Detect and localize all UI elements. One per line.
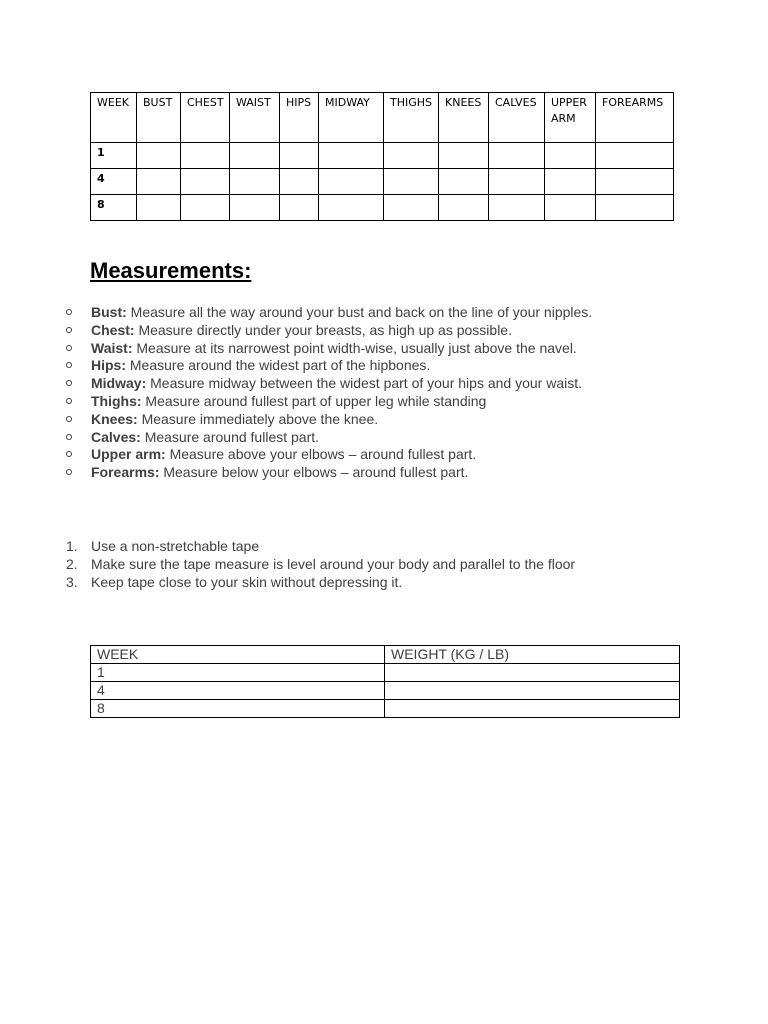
header-cell: CHEST: [181, 93, 230, 143]
entry-cell[interactable]: [280, 195, 319, 221]
measurements-heading: Measurements:: [90, 258, 252, 283]
bullet-circle-icon: [66, 309, 72, 315]
entry-cell[interactable]: [545, 169, 596, 195]
entry-cell[interactable]: [489, 195, 545, 221]
term-label: Knees:: [91, 410, 138, 427]
bullet-circle-icon: [66, 362, 72, 368]
term-description: Measure below your elbows – around fullest part.: [159, 464, 469, 481]
entry-cell[interactable]: [319, 143, 384, 169]
weight-header-row: [91, 646, 680, 664]
entry-cell[interactable]: [230, 143, 280, 169]
entry-cell[interactable]: [596, 169, 674, 195]
list-item: [66, 411, 592, 429]
term-description: Measure around fullest part.: [140, 428, 320, 445]
entry-cell[interactable]: [384, 169, 439, 195]
bullet-circle-icon: [66, 398, 72, 404]
list-number: 1.: [66, 538, 78, 554]
table-row: [91, 682, 680, 700]
entry-cell[interactable]: [384, 143, 439, 169]
entry-cell[interactable]: [137, 143, 181, 169]
term-description: Measure around the widest part of the hipbones.: [126, 357, 431, 374]
entry-cell[interactable]: [596, 195, 674, 221]
header-cell: THIGHS: [384, 93, 439, 143]
entry-cell[interactable]: [230, 169, 280, 195]
week-cell: 4: [91, 682, 385, 700]
entry-cell[interactable]: [439, 169, 489, 195]
week-cell: 1: [91, 664, 385, 682]
term-description: Measure above your elbows – around fullest part.: [165, 446, 477, 463]
entry-cell[interactable]: [545, 195, 596, 221]
bullet-circle-icon: [66, 451, 72, 457]
term-description: Measure all the way around your bust and back on the line of your nipples.: [126, 304, 593, 320]
entry-cell[interactable]: [385, 664, 680, 682]
list-item: [66, 573, 575, 591]
list-item: [66, 304, 592, 322]
week-cell: 1: [91, 143, 137, 169]
bullet-circle-icon: [66, 416, 72, 422]
week-cell: 8: [91, 195, 137, 221]
list-item: [66, 357, 592, 375]
bullet-circle-icon: [66, 327, 72, 333]
measurement-header-row: [91, 93, 674, 143]
list-item: [66, 464, 592, 482]
entry-cell[interactable]: [230, 195, 280, 221]
header-cell: WEEK: [91, 93, 137, 143]
term-label: Waist:: [91, 339, 133, 356]
definitions-list: [66, 304, 592, 482]
list-item: [66, 322, 592, 340]
term-label: Thighs:: [91, 392, 142, 409]
entry-cell[interactable]: [439, 195, 489, 221]
tip-text: Make sure the tape measure is level around your body and parallel to the floor: [91, 556, 576, 573]
entry-cell[interactable]: [280, 143, 319, 169]
entry-cell[interactable]: [181, 143, 230, 169]
header-cell: UPPER ARM: [545, 93, 596, 143]
term-label: Calves:: [91, 428, 141, 445]
entry-cell[interactable]: [385, 682, 680, 700]
table-row: [91, 195, 674, 221]
term-label: Chest:: [91, 321, 135, 338]
entry-cell[interactable]: [137, 195, 181, 221]
list-item: [66, 340, 592, 358]
header-cell: WEIGHT (KG / LB): [385, 646, 680, 664]
bullet-circle-icon: [66, 434, 72, 440]
term-description: Measure immediately above the knee.: [137, 410, 379, 427]
tips-list: [66, 537, 575, 592]
header-cell: HIPS: [280, 93, 319, 143]
table-row: [91, 169, 674, 195]
entry-cell[interactable]: [319, 195, 384, 221]
header-cell: BUST: [137, 93, 181, 143]
week-cell: 4: [91, 169, 137, 195]
entry-cell[interactable]: [384, 195, 439, 221]
header-cell: FOREARMS: [596, 93, 674, 143]
list-item: [66, 429, 592, 447]
entry-cell[interactable]: [385, 700, 680, 718]
header-cell: CALVES: [489, 93, 545, 143]
entry-cell[interactable]: [439, 143, 489, 169]
term-description: Measure at its narrowest point width-wise, usually just above the navel.: [132, 339, 577, 356]
term-label: Upper arm:: [91, 446, 166, 463]
list-item: [66, 555, 575, 573]
bullet-circle-icon: [66, 345, 72, 351]
list-number: 3.: [66, 574, 78, 591]
list-item: [66, 375, 592, 393]
entry-cell[interactable]: [319, 169, 384, 195]
table-row: [91, 700, 680, 718]
measurement-table: [90, 92, 674, 221]
term-label: Bust:: [91, 304, 127, 320]
bullet-circle-icon: [66, 469, 72, 475]
table-row: [91, 143, 674, 169]
header-cell: KNEES: [439, 93, 489, 143]
entry-cell[interactable]: [280, 169, 319, 195]
weight-table: [90, 645, 680, 718]
tip-text: Use a non-stretchable tape: [91, 538, 260, 554]
list-item: [66, 393, 592, 411]
term-label: Hips:: [91, 357, 126, 374]
entry-cell[interactable]: [596, 143, 674, 169]
term-description: Measure directly under your breasts, as high up as possible.: [134, 321, 512, 338]
list-number: 2.: [66, 556, 78, 573]
list-item: [66, 446, 592, 464]
entry-cell[interactable]: [545, 143, 596, 169]
list-item: [66, 537, 575, 555]
term-label: Forearms:: [91, 464, 160, 481]
entry-cell[interactable]: [181, 169, 230, 195]
entry-cell[interactable]: [489, 169, 545, 195]
entry-cell[interactable]: [489, 143, 545, 169]
header-cell: WEEK: [91, 646, 385, 664]
entry-cell[interactable]: [181, 195, 230, 221]
week-cell: 8: [91, 700, 385, 718]
header-cell: MIDWAY: [319, 93, 384, 143]
bullet-circle-icon: [66, 380, 72, 386]
term-label: Midway:: [91, 375, 147, 392]
term-description: Measure midway between the widest part of your hips and your waist.: [146, 375, 583, 392]
table-row: [91, 664, 680, 682]
entry-cell[interactable]: [137, 169, 181, 195]
tip-text: Keep tape close to your skin without depressing it.: [91, 574, 403, 591]
header-cell: WAIST: [230, 93, 280, 143]
term-description: Measure around fullest part of upper leg while standing: [141, 392, 487, 409]
